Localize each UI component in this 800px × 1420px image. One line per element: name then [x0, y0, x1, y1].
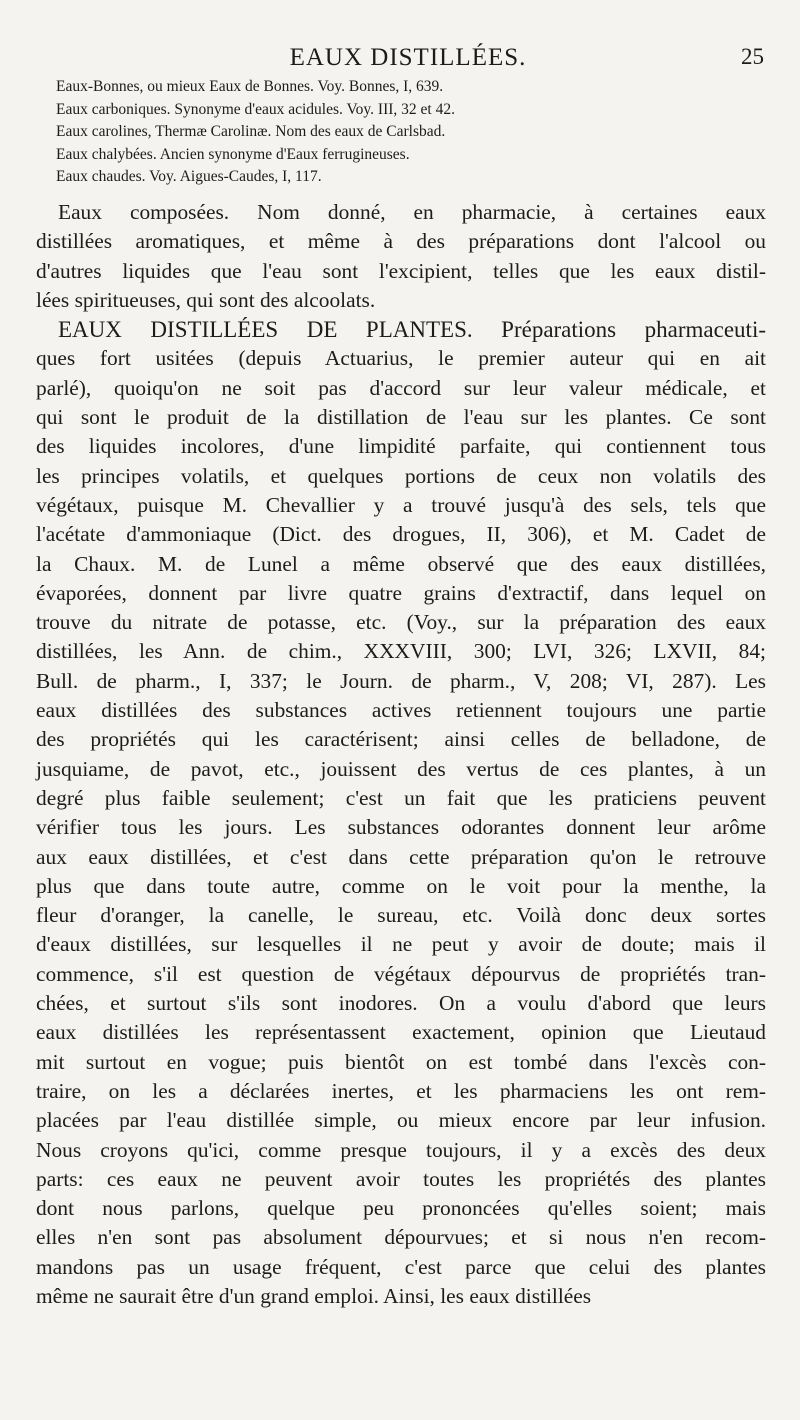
main-text	[36, 198, 766, 1311]
text-line: mit surtout en vogue; puis bientôt on est tombé dans l'excès con-	[36, 1049, 766, 1074]
text-line: elles n'en sont pas absolument dépourvues; et si nous n'en recom-	[36, 1225, 766, 1250]
text-line: qui sont le produit de la distillation de l'eau sur les plantes. Ce sont	[36, 405, 766, 430]
page-number: 25	[741, 44, 764, 69]
entry-eaux-carolines: Eaux carolines, Thermæ Carolinæ. Nom des eaux de Carlsbad.	[56, 123, 446, 140]
text-line: placées par l'eau distillée simple, ou mieux encore par leur infusion.	[36, 1108, 766, 1133]
text-line: parlé), quoiqu'on ne soit pas d'accord sur leur valeur médicale, et	[36, 375, 766, 400]
text-line: des liquides incolores, d'une limpidité parfaite, qui contiennent tous	[36, 434, 766, 459]
text-line: traire, on les a déclarées inertes, et les pharmaciens les ont rem-	[36, 1078, 766, 1103]
text-line: parts: ces eaux ne peuvent avoir toutes les propriétés des plantes	[36, 1166, 766, 1191]
text-line: lées spiritueuses, qui sont des alcoolats.	[36, 287, 376, 312]
entry-eaux-bonnes: Eaux-Bonnes, ou mieux Eaux de Bonnes. Voy. Bonnes, I, 639.	[56, 78, 444, 95]
text-line: trouve du nitrate de potasse, etc. (Voy., sur la préparation des eaux	[36, 610, 766, 635]
entry-eaux-carboniques: Eaux carboniques. Synonyme d'eaux acidules. Voy. III, 32 et 42.	[56, 100, 455, 118]
short-entries	[56, 76, 756, 189]
text-line: eaux distillées des substances actives retiennent toujours une partie	[36, 698, 766, 723]
text-line: jusquiame, de pavot, etc., jouissent des vertus de ces plantes, à un	[36, 756, 766, 781]
text-line: distillées aromatiques, et même à des préparations dont l'alcool ou	[36, 229, 766, 254]
running-header	[52, 40, 764, 74]
text-line: plus que dans toute autre, comme on le voit pour la menthe, la	[36, 873, 766, 898]
text-line: fleur d'oranger, la canelle, le sureau, etc. Voilà donc deux sortes	[36, 903, 766, 928]
running-title: EAUX DISTILLÉES.	[289, 44, 527, 71]
section-heading-line: EAUX DISTILLÉES DE PLANTES. Préparations pharmaceuti-	[58, 317, 766, 343]
text-line: d'eaux distillées, sur lesquelles il ne peut y avoir de doute; mais il	[36, 932, 766, 957]
paragraph-eaux-composees	[36, 198, 766, 315]
text-line: les principes volatils, et quelques portions de ceux non volatils des	[36, 463, 766, 488]
text-line: vérifier tous les jours. Les substances odorantes donnent leur arôme	[36, 815, 766, 840]
text-line: végétaux, puisque M. Chevallier y a trouvé jusqu'à des sels, tels que	[36, 492, 766, 517]
text-line: mandons pas un usage fréquent, c'est parce que celui des plantes	[36, 1254, 766, 1279]
text-line: Nous croyons qu'ici, comme presque toujours, il y a excès des deux	[36, 1137, 766, 1162]
text-line: l'acétate d'ammoniaque (Dict. des drogues, II, 306), et M. Cadet de	[36, 522, 766, 547]
text-line: des propriétés qui les caractérisent; ainsi celles de belladone, de	[36, 727, 766, 752]
text-line: distillées, les Ann. de chim., XXXVIII, 300; LVI, 326; LXVII, 84;	[36, 639, 766, 664]
entry-eaux-chaudes: Eaux chaudes. Voy. Aigues-Caudes, I, 117.	[56, 168, 322, 185]
text-line: degré plus faible seulement; c'est un fait que les praticiens peuvent	[36, 785, 766, 810]
paragraph-eaux-distillees-de-plantes	[36, 315, 766, 1311]
text-line: chées, et surtout s'ils sont inodores. On a voulu d'abord que leurs	[36, 991, 766, 1016]
text-line: dont nous parlons, quelque peu prononcées qu'elles soient; mais	[36, 1196, 766, 1221]
text-line: d'autres liquides que l'eau sont l'excipient, telles que les eaux distil-	[36, 258, 766, 283]
text-line: commence, s'il est question de végétaux dépourvus de propriétés tran-	[36, 961, 766, 986]
text-line: Bull. de pharm., I, 337; le Journ. de pharm., V, 208; VI, 287). Les	[36, 668, 766, 693]
text-line: eaux distillées les représentassent exactement, opinion que Lieutaud	[36, 1020, 766, 1045]
text-line: aux eaux distillées, et c'est dans cette préparation qu'on le retrouve	[36, 844, 766, 869]
text-line: même ne saurait être d'un grand emploi. Ainsi, les eaux distillées	[36, 1283, 592, 1308]
text-line: la Chaux. M. de Lunel a même observé que des eaux distillées,	[36, 551, 766, 576]
text-line: ques fort usitées (depuis Actuarius, le premier auteur qui en ait	[36, 346, 766, 371]
text-line: évaporées, donnent par livre quatre grains d'extractif, dans lequel on	[36, 580, 766, 605]
entry-eaux-chalybees: Eaux chalybées. Ancien synonyme d'Eaux ferrugineuses.	[56, 145, 410, 163]
text-line: Eaux composées. Nom donné, en pharmacie, à certaines eaux	[58, 200, 766, 224]
